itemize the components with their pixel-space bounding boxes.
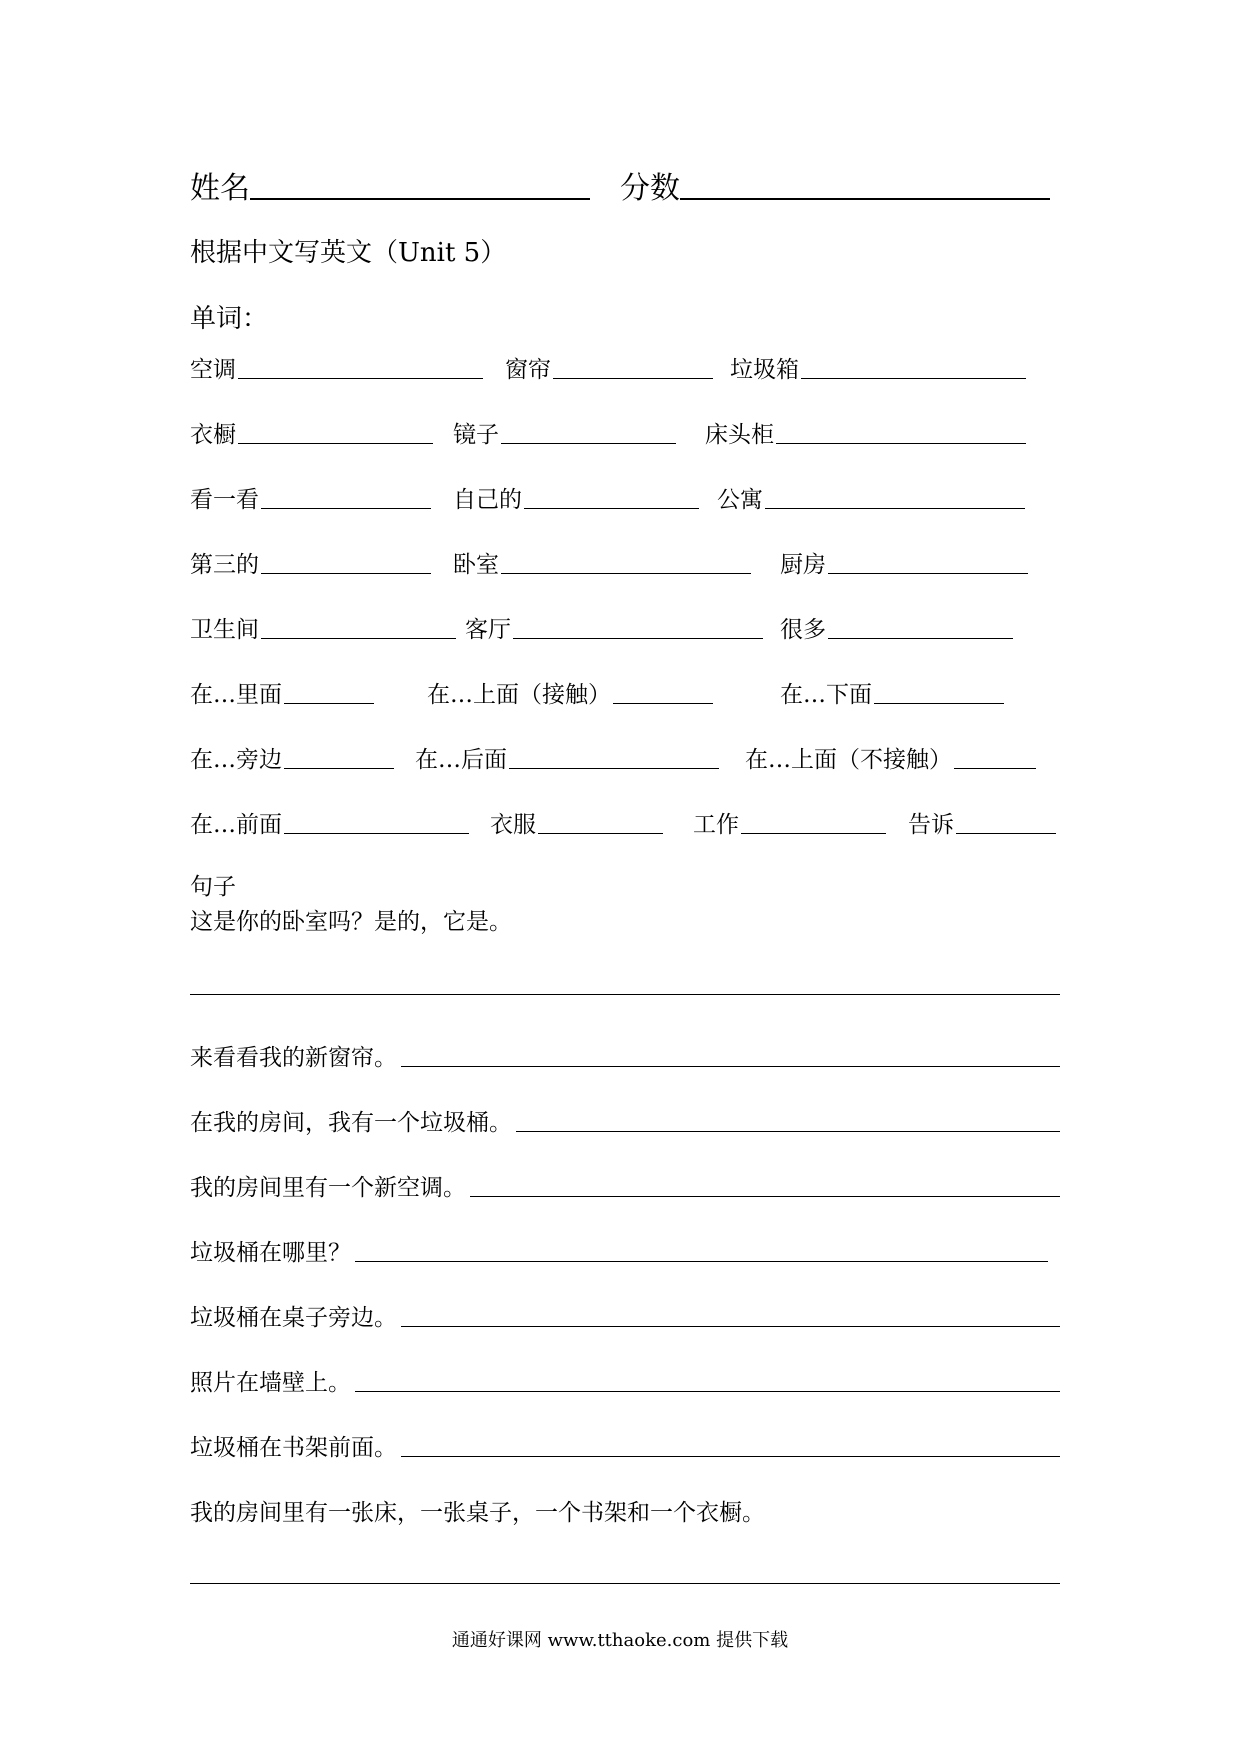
answer-line[interactable] xyxy=(401,1455,1060,1457)
vocab-item xyxy=(693,803,886,837)
answer-line[interactable] xyxy=(355,1260,1048,1262)
sentence-prompt xyxy=(190,1491,1060,1525)
answer-blank[interactable] xyxy=(801,377,1026,379)
sentence-prompt xyxy=(190,1166,1060,1200)
vocab-item xyxy=(415,738,719,772)
vocab-row xyxy=(190,478,1065,512)
vocab-item xyxy=(190,803,469,837)
vocab-label: 垃圾箱 xyxy=(730,357,799,383)
answer-blank[interactable] xyxy=(261,637,456,639)
vocab-label: 在…后面 xyxy=(415,747,507,773)
vocab-item xyxy=(780,543,1028,577)
vocab-label: 在…旁边 xyxy=(190,747,282,773)
vocab-item xyxy=(453,478,699,512)
vocab-row xyxy=(190,673,1065,707)
answer-line[interactable] xyxy=(355,1390,1060,1392)
vocab-row xyxy=(190,608,1065,642)
answer-blank[interactable] xyxy=(874,702,1004,704)
answer-blank[interactable] xyxy=(524,507,699,509)
sentence-text: 垃圾桶在桌子旁边。 xyxy=(190,1305,397,1331)
vocab-item xyxy=(453,413,676,447)
vocab-label: 窗帘 xyxy=(505,357,551,383)
footer-credit: 通通好课网 www.tthaoke.com 提供下载 xyxy=(451,1630,789,1651)
vocab-item xyxy=(453,543,751,577)
answer-blank[interactable] xyxy=(261,572,431,574)
worksheet-title: 根据中文写英文（Unit 5） xyxy=(190,238,507,268)
vocab-label: 告诉 xyxy=(908,812,954,838)
answer-blank[interactable] xyxy=(513,637,763,639)
vocab-item xyxy=(505,348,713,382)
vocab-item xyxy=(465,608,763,642)
answer-blank[interactable] xyxy=(765,507,1025,509)
vocab-item xyxy=(717,478,1025,512)
vocab-row xyxy=(190,413,1065,447)
answer-blank[interactable] xyxy=(501,572,751,574)
answer-blank[interactable] xyxy=(956,832,1056,834)
answer-blank[interactable] xyxy=(613,702,713,704)
vocab-label: 空调 xyxy=(190,357,236,383)
answer-blank[interactable] xyxy=(284,767,394,769)
vocab-label: 工作 xyxy=(693,812,739,838)
sentence-text: 这是你的卧室吗？是的，它是。 xyxy=(190,909,512,935)
vocab-item xyxy=(190,673,374,707)
sentence-prompt xyxy=(190,1231,1048,1265)
vocab-label: 公寓 xyxy=(717,487,763,513)
score-blank[interactable] xyxy=(680,197,1050,200)
vocab-item xyxy=(190,608,456,642)
name-blank[interactable] xyxy=(250,197,590,200)
answer-blank[interactable] xyxy=(828,637,1013,639)
answer-blank[interactable] xyxy=(509,767,719,769)
sentence-text: 在我的房间，我有一个垃圾桶。 xyxy=(190,1110,512,1136)
vocab-item xyxy=(190,413,433,447)
vocab-label: 卧室 xyxy=(453,552,499,578)
answer-blank[interactable] xyxy=(501,442,676,444)
sentence-text: 垃圾桶在书架前面。 xyxy=(190,1435,397,1461)
vocab-item xyxy=(190,478,431,512)
vocab-label: 在…前面 xyxy=(190,812,282,838)
vocab-label: 厨房 xyxy=(780,552,826,578)
answer-blank[interactable] xyxy=(741,832,886,834)
vocab-item xyxy=(190,738,394,772)
answer-blank[interactable] xyxy=(284,832,469,834)
answer-line[interactable] xyxy=(470,1195,1060,1197)
answer-line[interactable] xyxy=(401,1065,1060,1067)
answer-blank[interactable] xyxy=(284,702,374,704)
answer-blank[interactable] xyxy=(553,377,713,379)
answer-line[interactable] xyxy=(401,1325,1060,1327)
vocab-label: 在…上面（接触） xyxy=(427,682,611,708)
vocab-item xyxy=(780,673,1004,707)
sentences-heading: 句子 xyxy=(190,874,236,900)
vocab-item xyxy=(190,348,483,382)
answer-blank[interactable] xyxy=(538,832,663,834)
answer-line[interactable] xyxy=(190,1582,1060,1584)
vocab-label: 看一看 xyxy=(190,487,259,513)
vocab-item xyxy=(427,673,713,707)
answer-line[interactable] xyxy=(516,1130,1060,1132)
vocab-label: 在…下面 xyxy=(780,682,872,708)
sentence-text: 照片在墙壁上。 xyxy=(190,1370,351,1396)
sentence-prompt xyxy=(190,900,1060,934)
answer-blank[interactable] xyxy=(954,767,1036,769)
sentence-prompt xyxy=(190,1296,1060,1330)
vocab-label: 床头柜 xyxy=(705,422,774,448)
vocab-label: 客厅 xyxy=(465,617,511,643)
vocab-label: 镜子 xyxy=(453,422,499,448)
vocab-item xyxy=(908,803,1056,837)
vocab-label: 衣橱 xyxy=(190,422,236,448)
vocab-item xyxy=(190,543,431,577)
vocab-item xyxy=(730,348,1026,382)
vocab-item xyxy=(780,608,1013,642)
vocab-label: 在…上面（不接触） xyxy=(745,747,952,773)
header-row xyxy=(190,160,1050,204)
sentence-prompt xyxy=(190,1361,1060,1395)
vocab-row xyxy=(190,738,1065,772)
sentence-text: 我的房间里有一张床，一张桌子，一个书架和一个衣橱。 xyxy=(190,1500,765,1526)
sentence-prompt xyxy=(190,1036,1060,1070)
sentence-text: 来看看我的新窗帘。 xyxy=(190,1045,397,1071)
score-label: 分数 xyxy=(620,171,680,206)
answer-blank[interactable] xyxy=(261,507,431,509)
words-heading: 单词： xyxy=(190,304,269,334)
sentence-prompt xyxy=(190,1426,1060,1460)
vocab-row xyxy=(190,543,1065,577)
sentence-text: 我的房间里有一个新空调。 xyxy=(190,1175,466,1201)
answer-line[interactable] xyxy=(190,993,1060,995)
vocab-item xyxy=(705,413,1026,447)
vocab-item xyxy=(490,803,663,837)
vocab-label: 很多 xyxy=(780,617,826,643)
vocab-label: 卫生间 xyxy=(190,617,259,643)
answer-blank[interactable] xyxy=(238,377,483,379)
vocab-label: 第三的 xyxy=(190,552,259,578)
vocab-item xyxy=(745,738,1036,772)
name-label: 姓名 xyxy=(190,171,250,206)
vocab-row xyxy=(190,348,1065,382)
sentence-text: 垃圾桶在哪里？ xyxy=(190,1240,351,1266)
vocab-label: 自己的 xyxy=(453,487,522,513)
vocab-label: 衣服 xyxy=(490,812,536,838)
sentence-prompt xyxy=(190,1101,1060,1135)
vocab-row xyxy=(190,803,1065,837)
vocab-label: 在…里面 xyxy=(190,682,282,708)
answer-blank[interactable] xyxy=(828,572,1028,574)
answer-blank[interactable] xyxy=(238,442,433,444)
answer-blank[interactable] xyxy=(776,442,1026,444)
